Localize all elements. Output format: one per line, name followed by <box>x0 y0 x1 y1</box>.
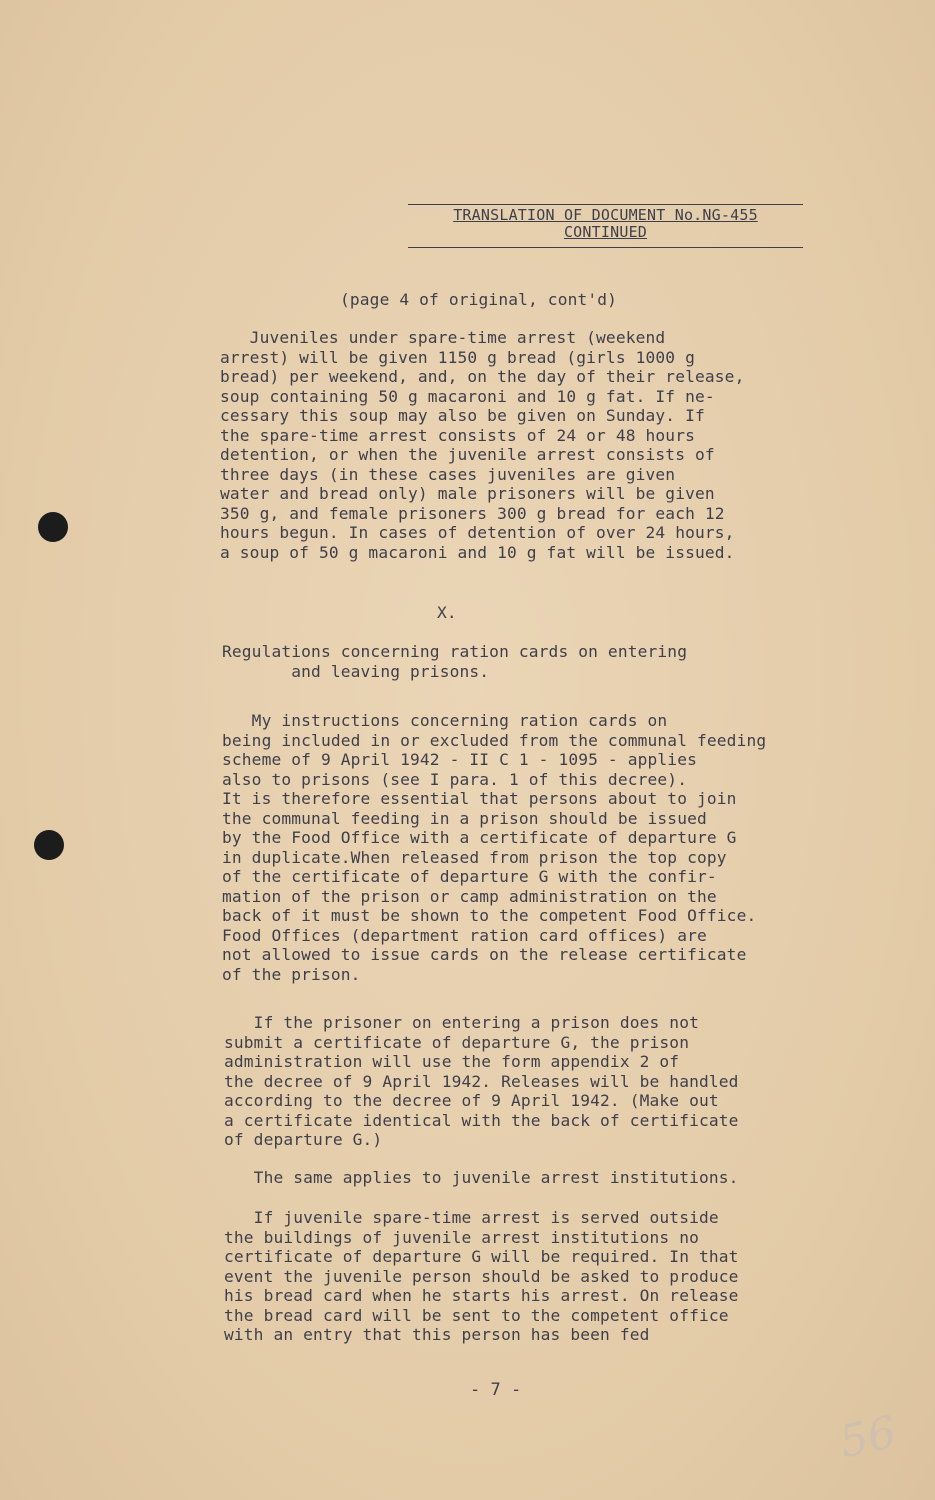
paragraph-juvenile-institutions: The same applies to juvenile arrest institutions. <box>224 1168 739 1187</box>
header-top-rule <box>408 204 803 205</box>
document-header <box>408 204 803 248</box>
page-reference: (page 4 of original, cont'd) <box>340 290 618 309</box>
handwritten-page-mark: 56 <box>835 1406 901 1469</box>
paragraph-ration-card-instructions: My instructions concerning ration cards on being included in or excluded from the communal feeding scheme of 9 April 1942 - II C 1 - 1095 - applies also to prisons (see I para. 1 of this decree). It is therefore essential that persons about to join the communal feeding in a prison should be issued by the Food Office with a certificate of departure G in duplicate.When released from prison the top copy of the certificate of departure G with the confir- mation of the prison or camp administration on the back of it must be shown to the competent Food Office. Food Offices (department ration card offices) are not allowed to issue cards on the release certificate of the prison. <box>222 711 767 984</box>
header-title: TRANSLATION OF DOCUMENT No.NG-455 <box>453 206 758 224</box>
page-number: - 7 - <box>470 1380 522 1400</box>
header-subtitle: CONTINUED <box>563 223 648 241</box>
punch-hole-upper <box>38 512 68 542</box>
section-title: Regulations concerning ration cards on entering and leaving prisons. <box>222 642 688 681</box>
section-number: X. <box>437 603 457 622</box>
header-bottom-rule <box>408 247 803 248</box>
paragraph-juveniles-spare-time-arrest: Juveniles under spare-time arrest (weekend arrest) will be given 1150 g bread (girls 1000 g bread) per weekend, and, on the day of their release, soup containing 50 g macaroni and 10 g fat. If ne- cessary this soup may also be given on Sunday. If the spare-time arrest consists of 24 or 48 hours detention, or when the juvenile arrest consists of three days (in these cases juveniles are given water and bread only) male prisoners will be given 350 g, and female prisoners 300 g bread for each 12 hours begun. In cases of detention of over 24 hours, a soup of 50 g macaroni and 10 g fat will be issued. <box>220 328 745 562</box>
paragraph-certificate-of-departure: If the prisoner on entering a prison does not submit a certificate of departure G, the prison administration will use the form appendix 2 of the decree of 9 April 1942. Releases will be handled according to the decree of 9 April 1942. (Make out a certificate identical with the back of certificate of departure G.) <box>224 1013 739 1149</box>
paragraph-spare-time-arrest-outside: If juvenile spare-time arrest is served outside the buildings of juvenile arrest institutions no certificate of departure G will be required. In that event the juvenile person should be asked to produce his bread card when he starts his arrest. On release the bread card will be sent to the competent office with an entry that this person has been fed <box>224 1208 739 1344</box>
punch-hole-lower <box>34 830 64 860</box>
